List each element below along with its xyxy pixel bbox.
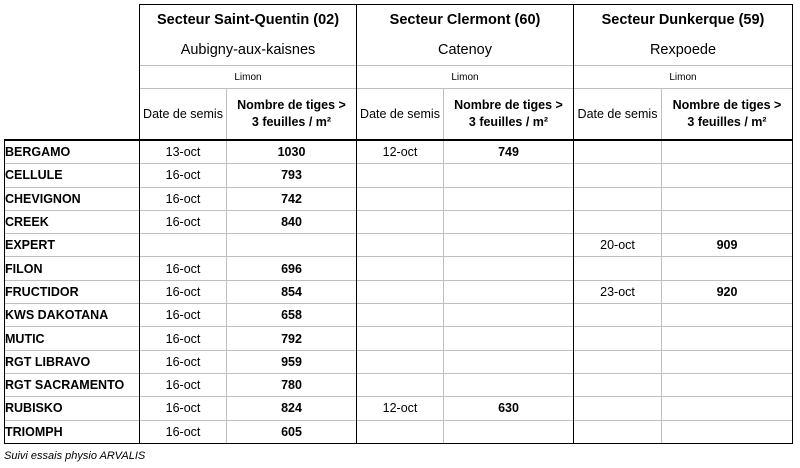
stem-count-cell xyxy=(444,304,574,327)
blank-header-cell xyxy=(5,66,140,89)
sowing-date-cell xyxy=(574,304,662,327)
variety-name: EXPERT xyxy=(5,234,140,257)
variety-name: MUTIC xyxy=(5,327,140,350)
sowing-date-cell xyxy=(357,304,444,327)
sowing-date-cell xyxy=(357,280,444,303)
blank-header-cell xyxy=(5,5,140,36)
table-row xyxy=(5,187,793,210)
variety-name: BERGAMO xyxy=(5,140,140,164)
sowing-date-cell: 12-oct xyxy=(357,140,444,164)
stem-count-header xyxy=(227,89,357,141)
stem-count-cell xyxy=(662,397,793,420)
stem-count-cell xyxy=(662,420,793,443)
sowing-date-cell: 16-oct xyxy=(140,210,227,233)
table-row xyxy=(5,373,793,396)
table-row xyxy=(5,304,793,327)
variety-name: KWS DAKOTANA xyxy=(5,304,140,327)
table-body xyxy=(5,140,793,443)
stem-count-cell: 696 xyxy=(227,257,357,280)
sowing-date-cell xyxy=(357,327,444,350)
soil-type-clermont: Limon xyxy=(357,66,574,89)
stem-count-header-line1: Nombre de tiges > xyxy=(237,98,346,112)
stem-count-cell: 909 xyxy=(662,234,793,257)
stem-count-cell: 920 xyxy=(662,280,793,303)
soil-type-saint-quentin: Limon xyxy=(140,66,357,89)
sowing-date-cell xyxy=(357,234,444,257)
stem-count-cell: 840 xyxy=(227,210,357,233)
stem-count-cell xyxy=(444,280,574,303)
sowing-date-cell: 16-oct xyxy=(140,420,227,443)
stem-count-cell xyxy=(444,373,574,396)
site-rexpoede: Rexpoede xyxy=(574,35,793,66)
stem-count-cell xyxy=(444,187,574,210)
stem-count-cell: 630 xyxy=(444,397,574,420)
sowing-date-cell xyxy=(357,210,444,233)
sowing-date-cell xyxy=(574,257,662,280)
stem-count-cell xyxy=(444,234,574,257)
stem-count-cell xyxy=(662,187,793,210)
stem-count-cell xyxy=(444,257,574,280)
stem-count-cell xyxy=(227,234,357,257)
stem-count-cell: 742 xyxy=(227,187,357,210)
table-row xyxy=(5,327,793,350)
sector-dunkerque: Secteur Dunkerque (59) xyxy=(574,5,793,36)
table-row xyxy=(5,257,793,280)
stem-count-cell xyxy=(662,327,793,350)
stem-count-cell xyxy=(662,140,793,164)
sowing-date-cell xyxy=(574,420,662,443)
site-catenoy: Catenoy xyxy=(357,35,574,66)
stem-count-header-line2: 3 feuilles / m² xyxy=(468,115,549,129)
stem-count-cell: 959 xyxy=(227,350,357,373)
sector-header-row xyxy=(5,5,793,36)
sowing-date-cell xyxy=(574,373,662,396)
sector-clermont: Secteur Clermont (60) xyxy=(357,5,574,36)
stem-count-header-line2: 3 feuilles / m² xyxy=(251,115,332,129)
sowing-date-cell: 16-oct xyxy=(140,304,227,327)
stem-count-cell: 1030 xyxy=(227,140,357,164)
sowing-date-cell: 16-oct xyxy=(140,373,227,396)
site-aubigny: Aubigny-aux-kaisnes xyxy=(140,35,357,66)
table-row xyxy=(5,397,793,420)
variety-name: CHEVIGNON xyxy=(5,187,140,210)
sowing-date-cell xyxy=(574,187,662,210)
sowing-date-cell: 20-oct xyxy=(574,234,662,257)
sowing-date-cell: 16-oct xyxy=(140,280,227,303)
source-footnote: Suivi essais physio ARVALIS xyxy=(4,450,146,462)
stem-count-cell xyxy=(662,164,793,187)
site-header-row xyxy=(5,35,793,66)
stem-count-cell xyxy=(444,210,574,233)
variety-name: FRUCTIDOR xyxy=(5,280,140,303)
sowing-date-cell xyxy=(574,210,662,233)
sector-saint-quentin: Secteur Saint-Quentin (02) xyxy=(140,5,357,36)
stem-count-header xyxy=(444,89,574,141)
stem-count-cell xyxy=(662,373,793,396)
variety-name: TRIOMPH xyxy=(5,420,140,443)
stem-count-cell xyxy=(444,327,574,350)
sowing-date-header: Date de semis xyxy=(140,89,227,141)
table-row xyxy=(5,350,793,373)
sowing-date-cell: 12-oct xyxy=(357,397,444,420)
stem-count-cell xyxy=(444,420,574,443)
variety-name: FILON xyxy=(5,257,140,280)
table-row xyxy=(5,420,793,443)
sowing-date-cell: 23-oct xyxy=(574,280,662,303)
column-header-row xyxy=(5,89,793,141)
stem-count-cell: 854 xyxy=(227,280,357,303)
sowing-date-cell xyxy=(357,257,444,280)
sowing-date-cell xyxy=(574,350,662,373)
stem-count-cell xyxy=(444,350,574,373)
variety-name: RGT SACRAMENTO xyxy=(5,373,140,396)
soil-type-dunkerque: Limon xyxy=(574,66,793,89)
stem-count-cell: 792 xyxy=(227,327,357,350)
stem-count-cell: 658 xyxy=(227,304,357,327)
sowing-date-cell xyxy=(357,373,444,396)
sowing-date-cell: 16-oct xyxy=(140,187,227,210)
variety-name: RUBISKO xyxy=(5,397,140,420)
stem-count-header-line2: 3 feuilles / m² xyxy=(687,115,767,129)
sowing-date-header: Date de semis xyxy=(574,89,662,141)
soil-header-row xyxy=(5,66,793,89)
table-row xyxy=(5,210,793,233)
table-row xyxy=(5,164,793,187)
sowing-date-cell: 16-oct xyxy=(140,350,227,373)
stem-count-cell: 780 xyxy=(227,373,357,396)
table-row xyxy=(5,234,793,257)
sowing-date-cell xyxy=(574,327,662,350)
variety-name: CELLULE xyxy=(5,164,140,187)
stem-count-header-line1: Nombre de tiges > xyxy=(672,98,782,112)
stem-count-cell: 793 xyxy=(227,164,357,187)
sowing-date-cell: 16-oct xyxy=(140,257,227,280)
sowing-date-cell xyxy=(574,397,662,420)
sowing-date-cell: 16-oct xyxy=(140,164,227,187)
table-row xyxy=(5,140,793,164)
stem-count-cell xyxy=(662,210,793,233)
stem-count-cell xyxy=(662,257,793,280)
sowing-date-cell xyxy=(140,234,227,257)
stem-count-cell xyxy=(662,304,793,327)
variety-column-header xyxy=(5,89,140,141)
stem-count-cell xyxy=(444,164,574,187)
trial-results-table xyxy=(4,4,793,444)
blank-header-cell xyxy=(5,35,140,66)
table-row xyxy=(5,280,793,303)
sowing-date-cell xyxy=(357,164,444,187)
variety-name: CREEK xyxy=(5,210,140,233)
stem-count-cell: 824 xyxy=(227,397,357,420)
stem-count-header xyxy=(662,89,793,141)
sowing-date-cell xyxy=(357,187,444,210)
stem-count-cell: 605 xyxy=(227,420,357,443)
sowing-date-cell: 13-oct xyxy=(140,140,227,164)
stem-count-cell xyxy=(662,350,793,373)
sowing-date-cell: 16-oct xyxy=(140,327,227,350)
stem-count-header-line1: Nombre de tiges > xyxy=(454,98,563,112)
sowing-date-cell xyxy=(574,164,662,187)
sowing-date-cell xyxy=(357,420,444,443)
sowing-date-cell: 16-oct xyxy=(140,397,227,420)
sowing-date-header: Date de semis xyxy=(357,89,444,141)
sowing-date-cell xyxy=(357,350,444,373)
variety-name: RGT LIBRAVO xyxy=(5,350,140,373)
sowing-date-cell xyxy=(574,140,662,164)
stem-count-cell: 749 xyxy=(444,140,574,164)
